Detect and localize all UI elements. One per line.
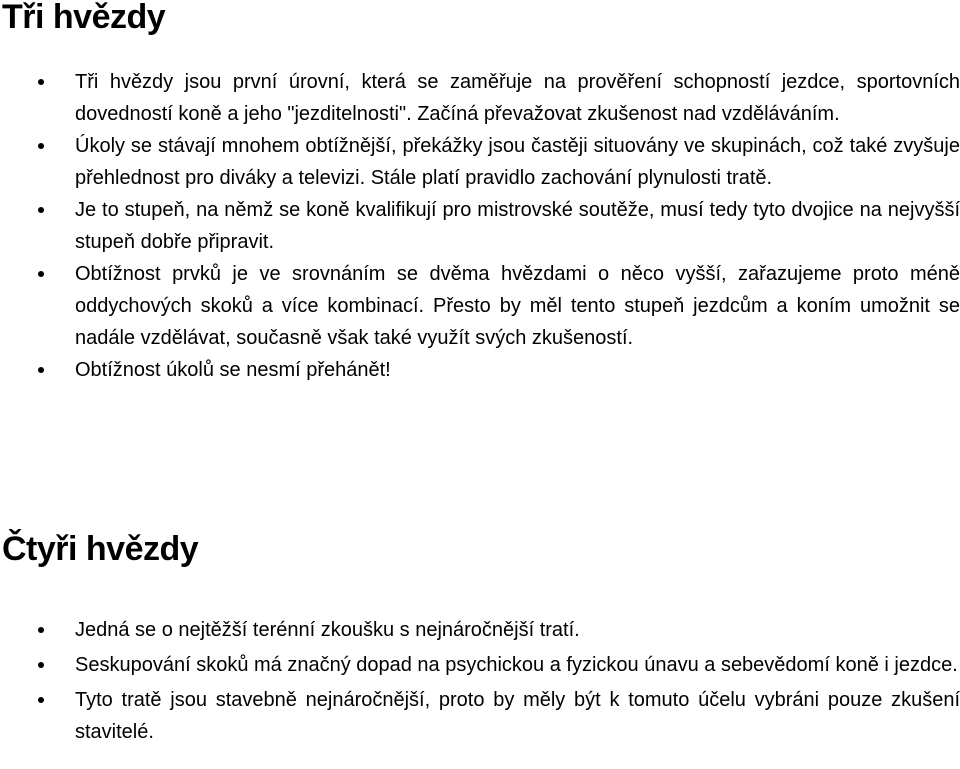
bullet-icon: [38, 627, 44, 633]
list-item-text: Obtížnost prvků je ve srovnáním se dvěma hvězdami o něco vyšší, zařazujeme proto méně oddychových skoků a více kombinací. Přesto by měl tento stupeň jezdcům a koním umožnit se nadále vzdělávat, současně však také využít svých zkušeností.: [75, 263, 960, 349]
list-item-text: Je to stupeň, na němž se koně kvalifikují pro mistrovské soutěže, musí tedy tyto dvojice na nejvyšší stupeň dobře připravit.: [75, 199, 960, 253]
bullet-icon: [38, 79, 44, 85]
section-heading: Tři hvězdy: [2, 0, 166, 36]
list-item-text: Seskupování skoků má značný dopad na psychickou a fyzickou únavu a sebevědomí koně i jezdce.: [75, 654, 958, 676]
bullet-icon: [38, 143, 44, 149]
section-heading: Čtyři hvězdy: [2, 530, 199, 568]
list-item: [0, 684, 960, 748]
bullet-icon: [38, 367, 44, 373]
list-item: [0, 194, 960, 258]
list-item: [0, 130, 960, 194]
section-four-stars: [0, 532, 960, 751]
bullet-icon: [38, 271, 44, 277]
list-item-text: Tyto tratě jsou stavebně nejnáročnější, proto by měly být k tomuto účelu vybráni pouze zkušení stavitelé.: [75, 689, 960, 743]
bullet-list: [0, 614, 960, 748]
list-item: [0, 649, 960, 681]
list-item: [0, 614, 960, 646]
bullet-icon: [38, 697, 44, 703]
list-item-text: Obtížnost úkolů se nesmí přehánět!: [75, 359, 391, 381]
list-item-text: Úkoly se stávají mnohem obtížnější, překážky jsou častěji situovány ve skupinách, což také zvyšuje přehlednost pro diváky a televizi. Stále platí pravidlo zachování plynulosti tratě.: [75, 135, 960, 189]
list-item: [0, 258, 960, 354]
list-item: [0, 354, 960, 386]
list-item: [0, 66, 960, 130]
list-item-text: Jedná se o nejtěžší terénní zkoušku s nejnáročnější tratí.: [75, 619, 580, 641]
bullet-list: [0, 66, 960, 386]
bullet-icon: [38, 662, 44, 668]
bullet-icon: [38, 207, 44, 213]
list-item-text: Tři hvězdy jsou první úrovní, která se zaměřuje na prověření schopností jezdce, sportovních dovedností koně a jeho "jezditelnosti". Začíná převažovat zkušenost nad vzděláváním.: [75, 71, 960, 125]
